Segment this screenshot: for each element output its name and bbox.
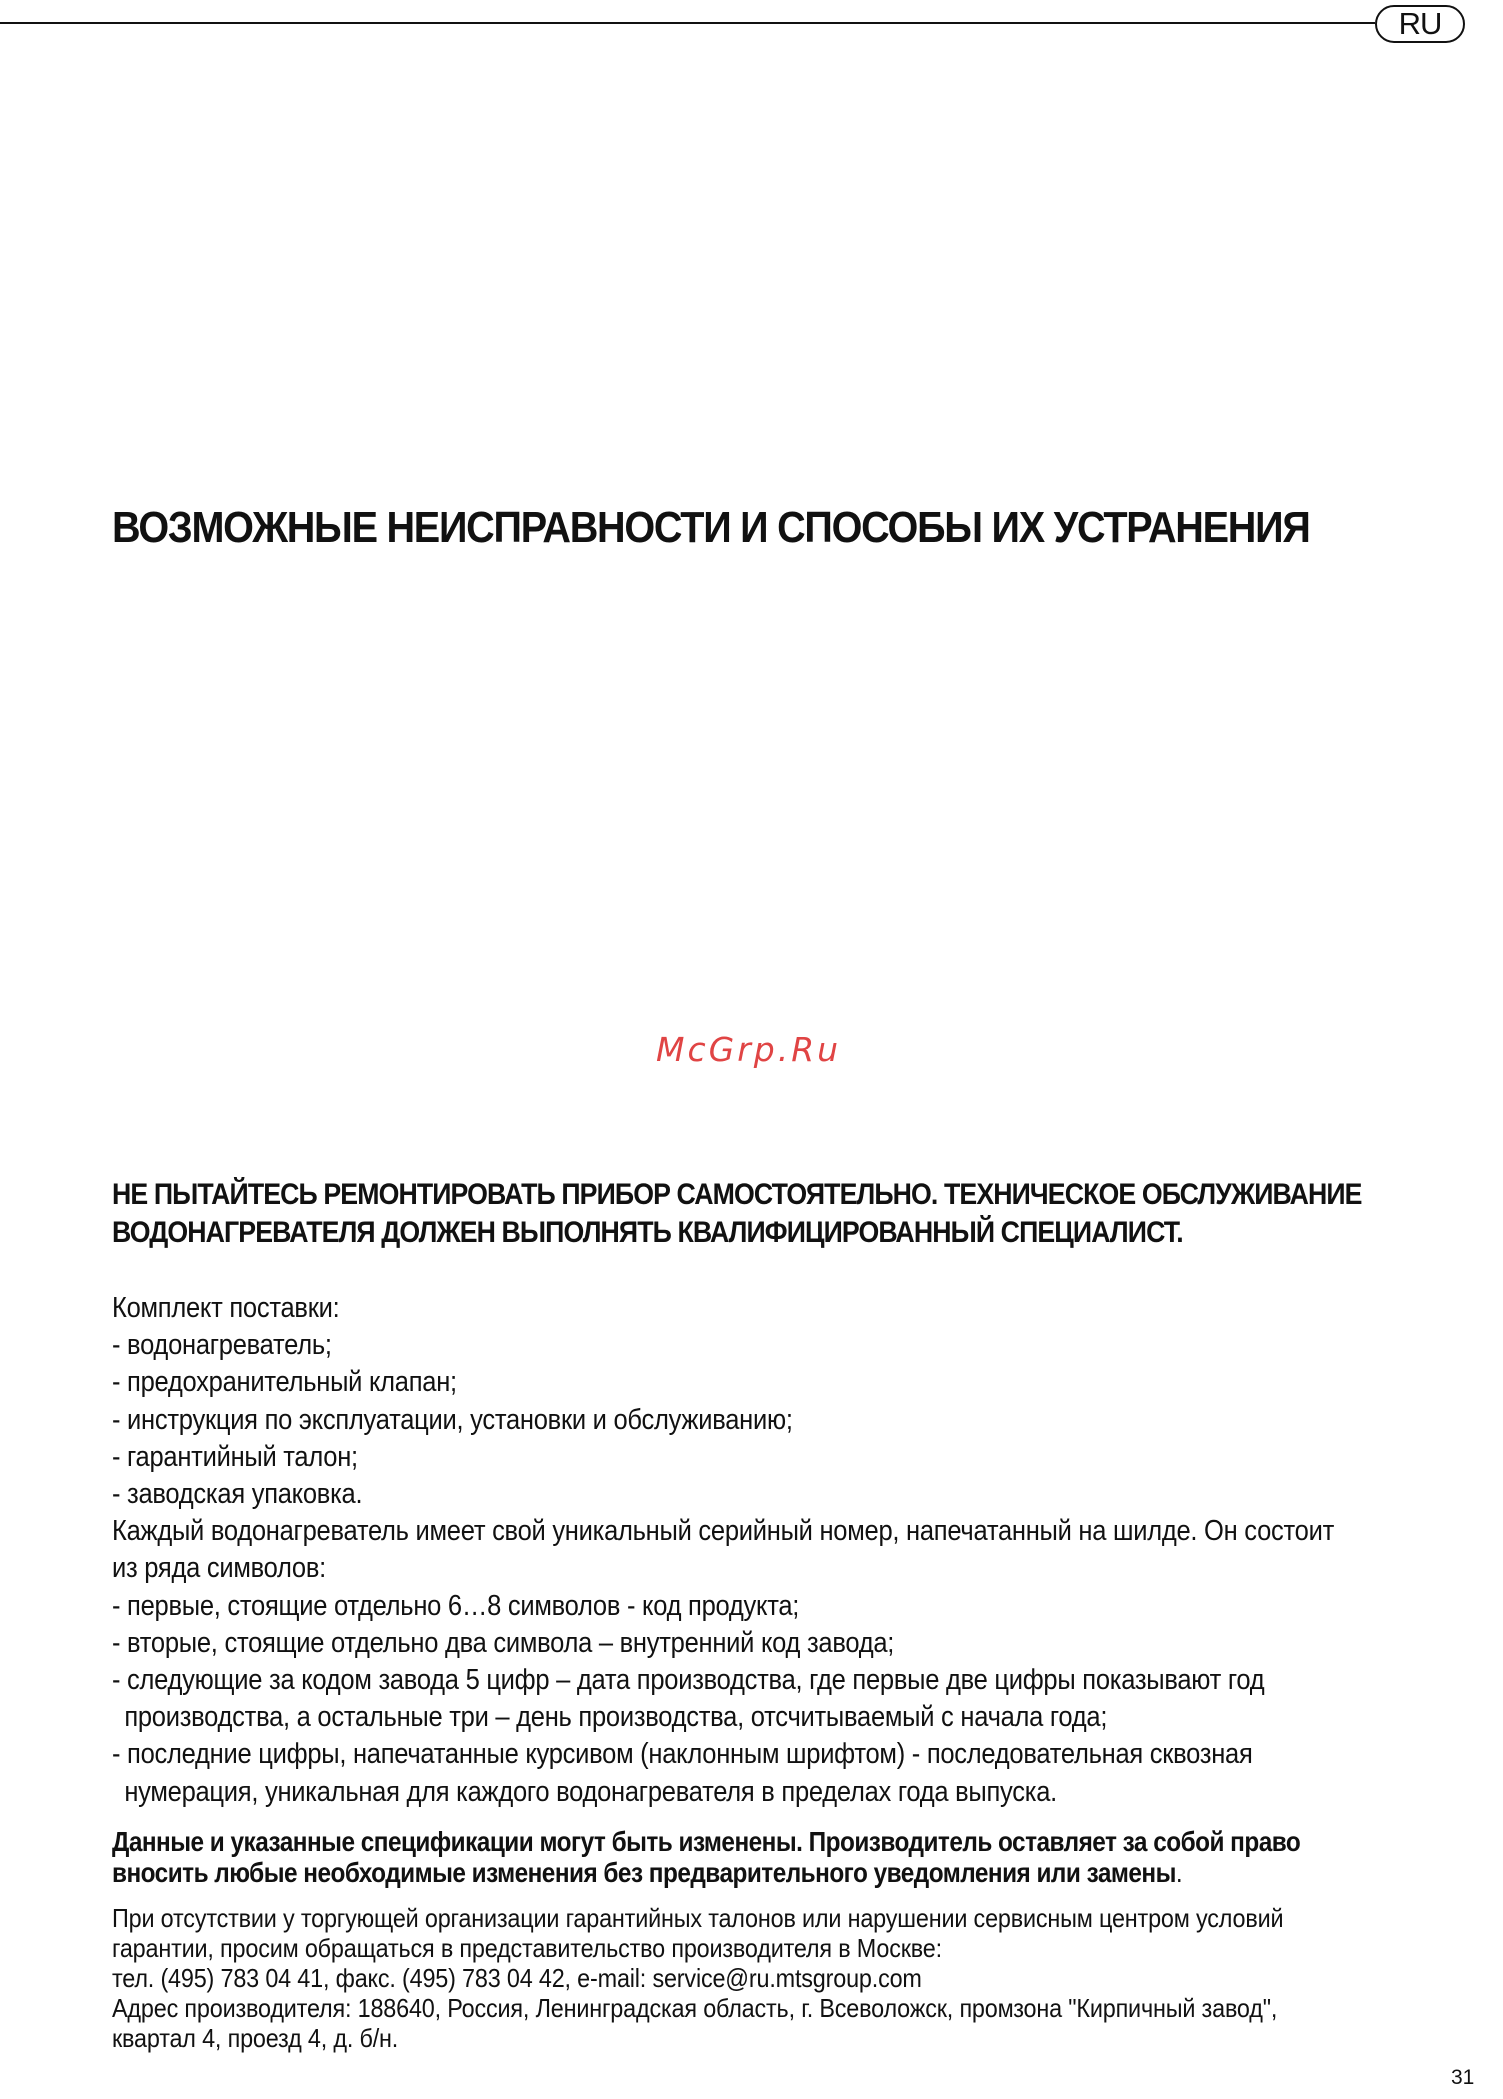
- notice-line: [112, 1857, 1374, 1888]
- notice-line: Данные и указанные спецификации могут быть изменены. Производитель оставляет за собой право: [112, 1826, 1301, 1857]
- list-item: - заводская упаковка.: [112, 1478, 363, 1511]
- watermark: McGrp.Ru: [656, 1030, 842, 1069]
- header-rule: [0, 22, 1375, 24]
- list-item-continuation: нумерация, уникальная для каждого водонагревателя в пределах года выпуска.: [124, 1775, 1057, 1808]
- list-item: - первые, стоящие отдельно 6…8 символов - код продукта;: [112, 1589, 800, 1622]
- list-item: - гарантийный талон;: [112, 1440, 358, 1473]
- manufacturer-address: Адрес производителя: 188640, Россия, Ленинградская область, г. Всеволожск, промзона "Кирпичный завод",: [112, 1993, 1278, 2023]
- language-badge: RU: [1375, 5, 1465, 43]
- specifications-notice: [112, 1826, 1374, 1888]
- list-item: - следующие за кодом завода 5 цифр – дата производства, где первые две цифры показывают год: [112, 1664, 1265, 1697]
- contact-phone-email: тел. (495) 783 04 41, факс. (495) 783 04 42, e-mail: service@ru.mtsgroup.com: [112, 1963, 922, 1993]
- contact-block: [112, 1903, 1372, 2053]
- page-title: ВОЗМОЖНЫЕ НЕИСПРАВНОСТИ И СПОСОБЫ ИХ УСТРАНЕНИЯ: [112, 503, 1310, 552]
- warning-line: НЕ ПЫТАЙТЕСЬ РЕМОНТИРОВАТЬ ПРИБОР САМОСТОЯТЕЛЬНО. ТЕХНИЧЕСКОЕ ОБСЛУЖИВАНИЕ: [112, 1178, 1362, 1211]
- list-item-continuation: производства, а остальные три – день производства, отсчитываемый с начала года;: [124, 1701, 1108, 1734]
- list-item: - водонагреватель;: [112, 1329, 332, 1362]
- list-item: - предохранительный клапан;: [112, 1366, 457, 1399]
- warning-block: [112, 1176, 1362, 1252]
- list-item: - инструкция по эксплуатации, установки и обслуживанию;: [112, 1403, 793, 1436]
- serial-intro: из ряда символов:: [112, 1552, 326, 1585]
- notice-line-text: вносить любые необходимые изменения без предварительного уведомления или замены: [112, 1857, 1176, 1888]
- serial-intro: Каждый водонагреватель имеет свой уникальный серийный номер, напечатанный на шилде. Он состоит: [112, 1515, 1334, 1548]
- manufacturer-address: квартал 4, проезд 4, д. б/н.: [112, 2023, 399, 2053]
- page-number: 31: [1451, 2066, 1475, 2089]
- notice-line-end: .: [1175, 1857, 1183, 1888]
- warning-line: ВОДОНАГРЕВАТЕЛЯ ДОЛЖЕН ВЫПОЛНЯТЬ КВАЛИФИЦИРОВАННЫЙ СПЕЦИАЛИСТ.: [112, 1216, 1183, 1249]
- body-text: [112, 1290, 1485, 1811]
- contact-line: При отсутствии у торгующей организации гарантийных талонов или нарушении сервисным центром условий: [112, 1903, 1284, 1933]
- delivery-heading: Комплект поставки:: [112, 1292, 340, 1324]
- list-item: - вторые, стоящие отдельно два символа – внутренний код завода;: [112, 1626, 895, 1659]
- contact-line: гарантии, просим обращаться в представительство производителя в Москве:: [112, 1933, 942, 1963]
- list-item: - последние цифры, напечатанные курсивом (наклонным шрифтом) - последовательная сквозная: [112, 1738, 1253, 1771]
